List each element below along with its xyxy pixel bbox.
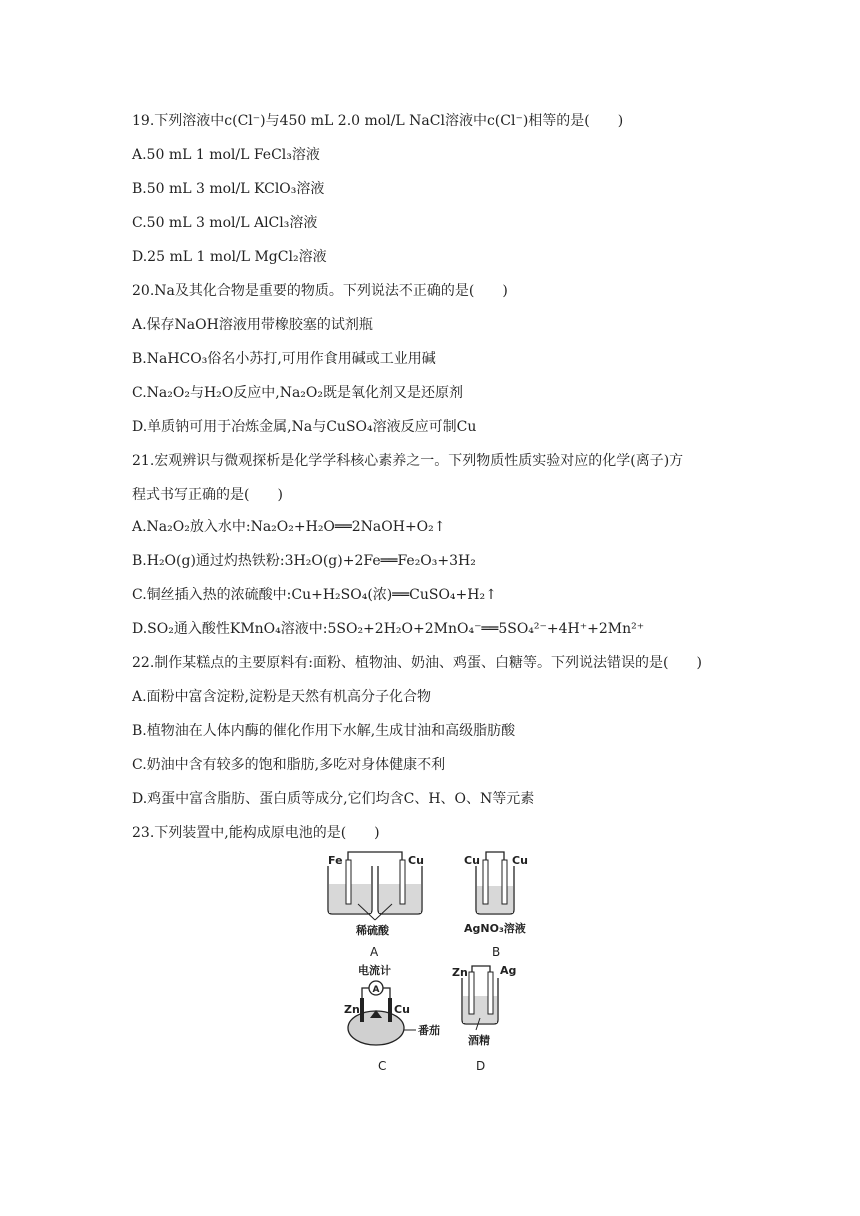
setup-c-right-electrode-label: Cu	[394, 1003, 410, 1016]
q23-stem: 23.下列装置中,能构成原电池的是( )	[132, 825, 380, 841]
q22-option-a: A.面粉中富含淀粉,淀粉是天然有机高分子化合物	[132, 689, 432, 705]
setup-c-zn-electrode	[360, 998, 364, 1022]
setup-c-meter-symbol: A	[372, 985, 380, 995]
setup-d-solution-label: 酒精	[468, 1034, 490, 1047]
setup-c	[344, 963, 440, 1073]
q19-option-b: B.50 mL 3 mol/L KClO₃溶液	[132, 181, 325, 197]
setup-c-left-electrode-label: Zn	[344, 1003, 360, 1016]
q19-option-c: C.50 mL 3 mol/L AlCl₃溶液	[132, 215, 318, 231]
q21-option-a: A.Na₂O₂放入水中:Na₂O₂+H₂O══2NaOH+O₂↑	[132, 519, 446, 535]
setup-d-right-electrode-label: Ag	[500, 964, 517, 977]
setup-d-left-electrode-label: Zn	[452, 966, 468, 979]
setup-a-solution-label: 稀硫酸	[356, 924, 389, 937]
q20-option-a: A.保存NaOH溶液用带橡胶塞的试剂瓶	[132, 317, 373, 333]
setup-a-label: A	[370, 945, 379, 959]
setup-c-cu-electrode	[388, 998, 392, 1022]
setup-b	[464, 852, 528, 959]
setup-b-left-electrode-label: Cu	[464, 854, 480, 867]
setup-d-zn-electrode	[469, 972, 474, 1014]
setup-d-label: D	[476, 1059, 486, 1073]
setup-a-right-electrode-label: Cu	[408, 854, 424, 867]
setup-b-solution	[477, 886, 513, 913]
setup-d-ag-electrode	[488, 972, 493, 1014]
q20-option-c: C.Na₂O₂与H₂O反应中,Na₂O₂既是氧化剂又是还原剂	[132, 385, 464, 401]
setup-b-cu-electrode-left	[483, 860, 488, 904]
q19-stem: 19.下列溶液中c(Cl⁻)与450 mL 2.0 mol/L NaCl溶液中c(Cl⁻)相等的是( )	[132, 113, 624, 129]
q21-stem-line1: 21.宏观辨识与微观探析是化学学科核心素养之一。下列物质性质实验对应的化学(离子)方	[132, 453, 684, 469]
setup-c-fruit-label: 番茄	[418, 1024, 440, 1037]
setup-b-right-electrode-label: Cu	[512, 854, 528, 867]
q19-option-d: D.25 mL 1 mol/L MgCl₂溶液	[132, 249, 327, 265]
setup-a-left-electrode-label: Fe	[328, 854, 343, 867]
galvanic-cell-figure	[320, 848, 540, 1078]
setup-a	[328, 852, 424, 959]
q21-option-c: C.铜丝插入热的浓硫酸中:Cu+H₂SO₄(浓)══CuSO₄+H₂↑	[132, 587, 497, 603]
setup-b-label: B	[492, 945, 501, 959]
q21-option-b: B.H₂O(g)通过灼热铁粉:3H₂O(g)+2Fe══Fe₂O₃+3H₂	[132, 553, 476, 569]
q22-option-b: B.植物油在人体内酶的催化作用下水解,生成甘油和高级脂肪酸	[132, 723, 516, 739]
setup-d	[452, 964, 516, 1073]
q21-stem-line2: 程式书写正确的是( )	[132, 487, 283, 503]
setup-c-label: C	[378, 1059, 387, 1073]
q21-option-d: D.SO₂通入酸性KMnO₄溶液中:5SO₂+2H₂O+2MnO₄⁻══5SO₄²⁻+4H⁺+2Mn²⁺	[132, 621, 645, 637]
q22-stem: 22.制作某糕点的主要原料有:面粉、植物油、奶油、鸡蛋、白糖等。下列说法错误的是( )	[132, 655, 702, 671]
q20-option-b: B.NaHCO₃俗名小苏打,可用作食用碱或工业用碱	[132, 351, 436, 367]
setup-a-cu-electrode	[400, 860, 405, 904]
q19-option-a: A.50 mL 1 mol/L FeCl₃溶液	[132, 147, 320, 163]
setup-a-fe-electrode	[346, 860, 351, 904]
q22-option-d: D.鸡蛋中富含脂肪、蛋白质等成分,它们均含C、H、O、N等元素	[132, 791, 535, 807]
setup-b-solution-label: AgNO₃溶液	[464, 922, 526, 935]
setup-b-cu-electrode-right	[502, 860, 507, 904]
q20-option-d: D.单质钠可用于冶炼金属,Na与CuSO₄溶液反应可制Cu	[132, 419, 477, 435]
q22-option-c: C.奶油中含有较多的饱和脂肪,多吃对身体健康不利	[132, 757, 446, 773]
q20-stem: 20.Na及其化合物是重要的物质。下列说法不正确的是( )	[132, 283, 508, 299]
setup-c-meter-label: 电流计	[358, 964, 391, 977]
